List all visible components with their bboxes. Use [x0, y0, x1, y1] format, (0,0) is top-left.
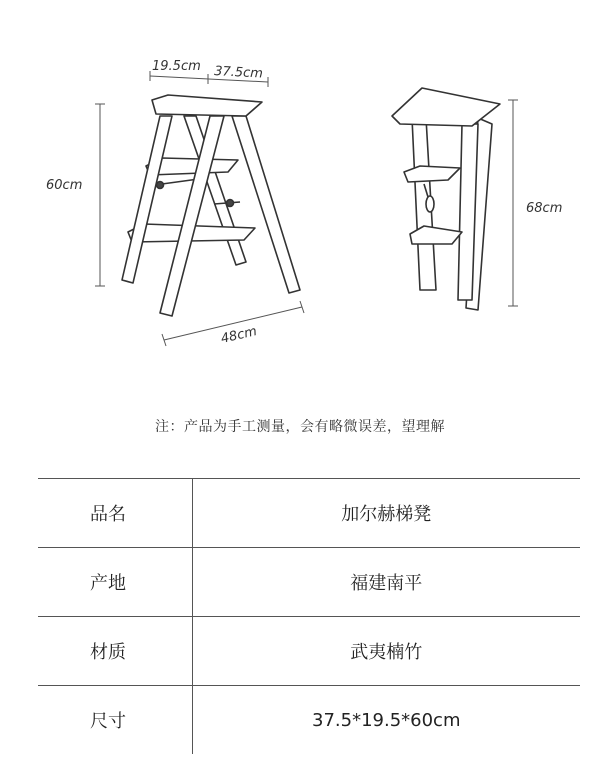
upper-hinge-icon	[157, 182, 164, 189]
folded-strap-loop-icon	[426, 196, 434, 212]
stool-front-view	[122, 95, 300, 316]
middle-leg	[160, 116, 224, 316]
spec-row-origin	[38, 548, 580, 617]
front-leg	[122, 116, 172, 283]
spec-label: 品名	[38, 479, 192, 548]
spec-value: 37.5*19.5*60cm	[192, 686, 580, 755]
dim-width-label: 37.5cm	[213, 64, 264, 82]
stool-side-view	[392, 88, 500, 310]
dim-height-folded-label: 60cm	[46, 178, 83, 193]
folded-upper-step	[404, 166, 460, 182]
seat-top	[152, 95, 262, 116]
measurement-note: 注：产品为手工测量，会有略微误差，望理解	[155, 419, 445, 435]
spec-row-material	[38, 617, 580, 686]
spec-value: 武夷楠竹	[192, 617, 580, 686]
lower-hinge-icon	[227, 200, 234, 207]
spec-value: 福建南平	[192, 548, 580, 617]
spec-value: 加尔赫梯凳	[192, 479, 580, 548]
dim-height-side-label: 68cm	[526, 201, 563, 216]
spec-label: 材质	[38, 617, 192, 686]
spec-row-size	[38, 686, 580, 755]
spec-row-name	[38, 479, 580, 548]
dim-base-length-label: 48cm	[219, 324, 259, 347]
spec-label: 产地	[38, 548, 192, 617]
dim-depth-label: 19.5cm	[152, 59, 201, 74]
spec-label: 尺寸	[38, 686, 192, 755]
folded-lower-step	[410, 226, 462, 244]
spec-table	[38, 478, 580, 754]
back-leg	[232, 116, 300, 293]
